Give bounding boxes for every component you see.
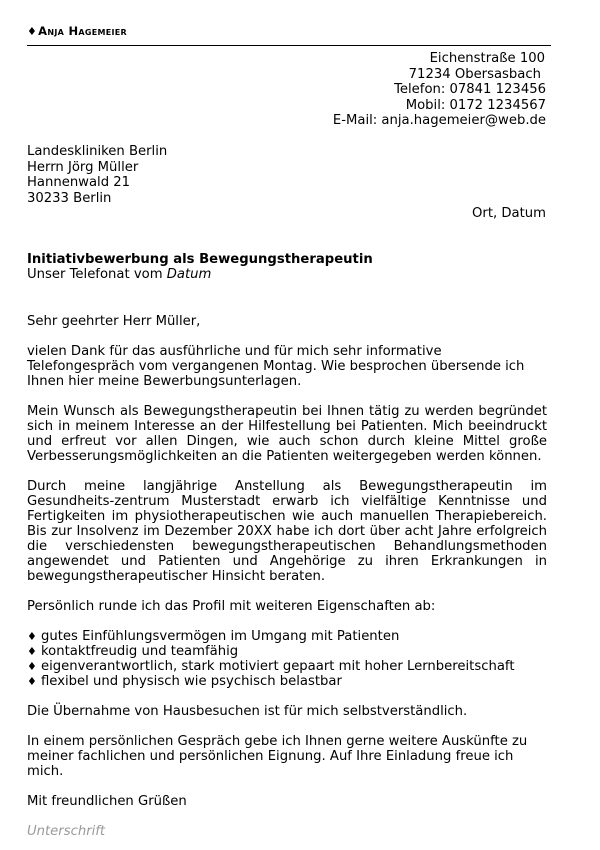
sender-street: Eichenstraße 100 [429, 51, 545, 66]
sender-mobile: Mobil: 0172 1234567 [405, 97, 546, 113]
recipient-person: Herrn Jörg Müller [27, 159, 139, 175]
diamond-icon: ♦ [27, 645, 37, 658]
paragraph-experience: Durch meine langjährige Anstellung als Bewegungstherapeutin im Gesundheits-zentrum Musterstadt erwarb ich vielfältige Kenntnisse und Fertigkeiten im physiotherapeutischen wie auch manuellen Therapiebereich. Bis zur Insolvenz im Dezember 20XX habe ich dort über acht Jahre erfolgreich die verschiedensten bewegungstherapeutischen Behandlungsmethoden angewendet und Patienten und Angehörige zu ihren Erkrankungen in bewegungstherapeutischer Hinsicht beraten. [27, 479, 547, 584]
reference-date-placeholder: Datum [166, 267, 212, 282]
sender-name: Anja Hagemeier [38, 24, 128, 38]
diamond-icon: ♦ [27, 25, 38, 38]
diamond-icon: ♦ [27, 630, 37, 643]
sender-phone: Telefon: 07841 123456 [394, 82, 546, 97]
qualities-list [27, 629, 547, 689]
salutation: Sehr geehrter Herr Müller, [27, 314, 201, 329]
paragraph-profile-intro: Persönlich runde ich das Profil mit weiteren Eigenschaften ab: [27, 599, 436, 614]
letterhead-name [27, 24, 127, 39]
place-date: Ort, Datum [472, 206, 546, 221]
subject-line: Initiativbewerbung als Bewegungstherapeutin [27, 252, 373, 267]
paragraph-motivation: Mein Wunsch als Bewegungstherapeutin bei Ihnen tätig zu werden begründet sich in meinem Interesse an der Hilfestellung bei Patienten. Mich beeindruckt und erfreut vor allen Dingen, wie auch schon durch kleine Mittel große Verbesserungsmöglichkeiten an die Patienten weitergegeben werden können. [27, 404, 547, 464]
recipient-company: Landeskliniken Berlin [27, 144, 168, 159]
list-item: ♦ gutes Einfühlungsvermögen im Umgang mit Patienten [27, 629, 400, 644]
sender-address-block [333, 51, 546, 129]
sender-email: E-Mail: anja.hagemeier@web.de [332, 113, 546, 128]
recipient-city: 30233 Berlin [27, 190, 112, 206]
paragraph-home-visits: Die Übernahme von Hausbesuchen ist für mich selbstverständlich. [27, 704, 468, 719]
diamond-icon: ♦ [27, 675, 37, 688]
paragraph-intro: vielen Dank für das ausführliche und für mich sehr informative Telefongespräch vom vergangenen Montag. Wie besprochen übersende ich Ihnen hier meine Bewerbungsunterlagen. [27, 344, 525, 389]
reference-prefix: Unser Telefonat vom [27, 267, 167, 282]
list-item: ♦ flexibel und physisch wie psychisch belastbar [27, 674, 342, 689]
subject-reference [27, 267, 211, 282]
list-item: ♦ kontaktfreudig und teamfähig [27, 644, 239, 659]
letter-body [27, 314, 547, 839]
recipient-address-block [27, 144, 167, 206]
signature-placeholder: Unterschrift [27, 824, 106, 839]
recipient-street: Hannenwald 21 [27, 175, 131, 190]
diamond-icon: ♦ [27, 660, 37, 673]
closing-formula: Mit freundlichen Grüßen [27, 794, 187, 809]
sender-city: 71234 Obersasbach [408, 66, 541, 82]
paragraph-closing-remark: In einem persönlichen Gespräch gebe ich Ihnen gerne weitere Auskünfte zu meiner fachlichen und persönlichen Eignung. Auf Ihre Einladung freue ich mich. [27, 734, 528, 779]
header-divider [27, 45, 551, 46]
list-item: ♦ eigenverantwortlich, stark motiviert gepaart mit hoher Lernbereitschaft [27, 659, 515, 674]
